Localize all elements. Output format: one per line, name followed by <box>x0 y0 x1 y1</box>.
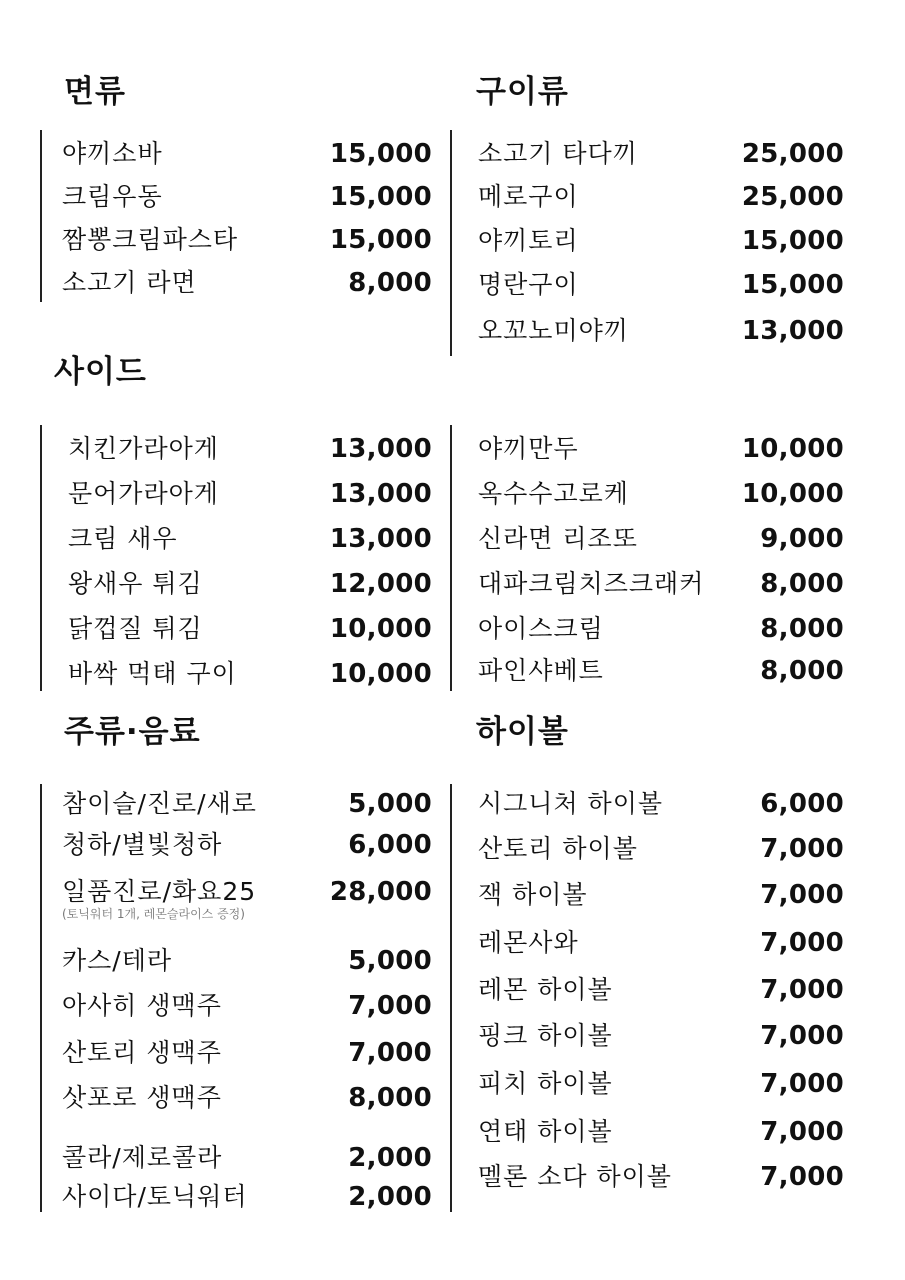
menu-item <box>478 474 844 510</box>
menu-item-name: 크림우동 <box>62 182 163 211</box>
menu-item <box>478 784 844 820</box>
menu-item <box>478 1016 844 1052</box>
menu-item-name: 야끼토리 <box>478 226 579 255</box>
menu-item <box>478 519 844 555</box>
menu-item <box>62 1078 432 1114</box>
menu-item-price: 25,000 <box>741 182 844 212</box>
menu-item <box>62 986 432 1022</box>
menu-list-noodles <box>40 130 434 302</box>
menu-item-name: 소고기 라면 <box>62 268 197 297</box>
menu-item <box>478 265 844 301</box>
menu-item-price: 12,000 <box>329 569 432 599</box>
section-title-grilled: 구이류 <box>476 74 569 110</box>
menu-item-name: 닭껍질 튀김 <box>68 614 203 643</box>
menu-item-name: 레몬 하이볼 <box>478 975 613 1004</box>
menu-item-price: 7,000 <box>760 1069 844 1099</box>
menu-item-price: 7,000 <box>760 880 844 910</box>
menu-item-price: 13,000 <box>329 479 432 509</box>
menu-item-name: 핑크 하이볼 <box>478 1021 613 1050</box>
menu-item-price: 2,000 <box>348 1182 432 1212</box>
menu-item-price: 15,000 <box>329 182 432 212</box>
menu-item-price: 28,000 <box>329 877 432 907</box>
menu-item <box>68 609 432 645</box>
menu-item-price: 7,000 <box>760 1162 844 1192</box>
menu-item-name: 삿포로 생맥주 <box>62 1083 222 1112</box>
menu-item-name: 신라면 리조또 <box>478 524 638 553</box>
menu-item-price: 5,000 <box>348 946 432 976</box>
menu-item <box>62 1033 432 1069</box>
menu-list-sides-left <box>40 425 434 691</box>
menu-item-price: 13,000 <box>329 524 432 554</box>
menu-item-name: 문어가라아게 <box>68 479 219 508</box>
menu-item-price: 13,000 <box>741 316 844 346</box>
menu-item <box>62 1138 432 1174</box>
menu-item-price: 5,000 <box>348 789 432 819</box>
menu-item-price: 15,000 <box>741 270 844 300</box>
menu-item-name: 크림 새우 <box>68 524 178 553</box>
menu-item-price: 10,000 <box>741 479 844 509</box>
menu-item-name: 왕새우 튀김 <box>68 569 203 598</box>
menu-item-price: 8,000 <box>760 656 844 686</box>
menu-item-name: 청하/별빛청하 <box>62 830 223 859</box>
menu-item-price: 7,000 <box>348 1038 432 1068</box>
menu-item-price: 7,000 <box>348 991 432 1021</box>
menu-item-price: 8,000 <box>348 1083 432 1113</box>
menu-item-name: 피치 하이볼 <box>478 1069 613 1098</box>
menu-item <box>478 970 844 1006</box>
menu-list-grilled <box>450 130 844 356</box>
menu-item-name: 참이슬/진로/새로 <box>62 789 257 818</box>
menu-item-price: 10,000 <box>329 659 432 689</box>
menu-item-name: 연태 하이볼 <box>478 1117 613 1146</box>
menu-item <box>62 177 432 213</box>
menu-item <box>62 872 432 908</box>
menu-item-name: 잭 하이볼 <box>478 880 588 909</box>
menu-item-name: 소고기 타다끼 <box>478 139 638 168</box>
menu-item <box>478 651 844 687</box>
menu-item <box>68 654 432 690</box>
menu-item-name: 산토리 하이볼 <box>478 834 638 863</box>
menu-item-name: 멜론 소다 하이볼 <box>478 1162 672 1191</box>
menu-item-price: 9,000 <box>760 524 844 554</box>
menu-item-price: 15,000 <box>329 225 432 255</box>
menu-item-price: 15,000 <box>741 226 844 256</box>
menu-item <box>62 784 432 820</box>
menu-item-price: 8,000 <box>760 614 844 644</box>
menu-item <box>68 474 432 510</box>
menu-item-name: 레몬사와 <box>478 928 579 957</box>
menu-item <box>62 1177 432 1213</box>
menu-item-price: 8,000 <box>760 569 844 599</box>
menu-item-name: 아이스크림 <box>478 614 604 643</box>
menu-item-price: 2,000 <box>348 1143 432 1173</box>
menu-item-price: 7,000 <box>760 975 844 1005</box>
menu-list-sides-right <box>450 425 844 691</box>
menu-item-name: 일품진로/화요25 <box>62 877 257 906</box>
menu-item-name: 야끼소바 <box>62 139 163 168</box>
menu-item <box>478 134 844 170</box>
menu-item-name: 시그니처 하이볼 <box>478 789 663 818</box>
menu-list-drinks <box>40 784 434 1212</box>
menu-item-price: 25,000 <box>741 139 844 169</box>
menu-item <box>478 829 844 865</box>
menu-item <box>68 519 432 555</box>
section-title-sides: 사이드 <box>54 354 147 390</box>
menu-item-name: 치킨가라아게 <box>68 434 219 463</box>
menu-item <box>62 263 432 299</box>
menu-item-name: 명란구이 <box>478 270 579 299</box>
menu-item-name: 산토리 생맥주 <box>62 1038 222 1067</box>
menu-item <box>62 941 432 977</box>
menu-item-price: 8,000 <box>348 268 432 298</box>
menu-item <box>478 564 844 600</box>
menu-item-name: 파인샤베트 <box>478 656 604 685</box>
menu-item-name: 메로구이 <box>478 182 579 211</box>
menu-item <box>478 429 844 465</box>
menu-item-price: 6,000 <box>348 830 432 860</box>
menu-item <box>478 1112 844 1148</box>
menu-item-price: 7,000 <box>760 1021 844 1051</box>
menu-item-price: 6,000 <box>760 789 844 819</box>
menu-item <box>478 177 844 213</box>
menu-item-name: 바싹 먹태 구이 <box>68 659 237 688</box>
menu-item <box>68 429 432 465</box>
menu-item-name: 오꼬노미야끼 <box>478 316 629 345</box>
menu-item-note: (토닉워터 1개, 레몬슬라이스 증정) <box>62 907 245 921</box>
menu-item-price: 10,000 <box>741 434 844 464</box>
menu-item-name: 사이다/토닉워터 <box>62 1182 248 1211</box>
menu-item <box>478 923 844 959</box>
menu-item-price: 15,000 <box>329 139 432 169</box>
menu-item-name: 옥수수고로케 <box>478 479 629 508</box>
menu-item <box>478 1064 844 1100</box>
menu-item <box>62 220 432 256</box>
menu-item <box>68 564 432 600</box>
menu-item-name: 아사히 생맥주 <box>62 991 222 1020</box>
menu-item-price: 7,000 <box>760 928 844 958</box>
menu-item <box>478 311 844 347</box>
menu-list-highball <box>450 784 844 1212</box>
menu-item-price: 7,000 <box>760 834 844 864</box>
section-title-highball: 하이볼 <box>476 714 569 750</box>
menu-item-name: 짬뽕크림파스타 <box>62 225 239 254</box>
menu-item-name: 카스/테라 <box>62 946 173 975</box>
menu-item <box>62 134 432 170</box>
section-title-drinks: 주류·음료 <box>64 714 201 750</box>
menu-item <box>478 875 844 911</box>
menu-item <box>478 609 844 645</box>
section-title-noodles: 면류 <box>64 74 126 110</box>
menu-item-price: 13,000 <box>329 434 432 464</box>
menu-item-name: 야끼만두 <box>478 434 579 463</box>
menu-item-price: 10,000 <box>329 614 432 644</box>
menu-item <box>478 1157 844 1193</box>
menu-item-price: 7,000 <box>760 1117 844 1147</box>
menu-item <box>478 221 844 257</box>
menu-item-name: 대파크림치즈크래커 <box>478 569 705 598</box>
menu-item <box>62 825 432 861</box>
menu-item-name: 콜라/제로콜라 <box>62 1143 223 1172</box>
